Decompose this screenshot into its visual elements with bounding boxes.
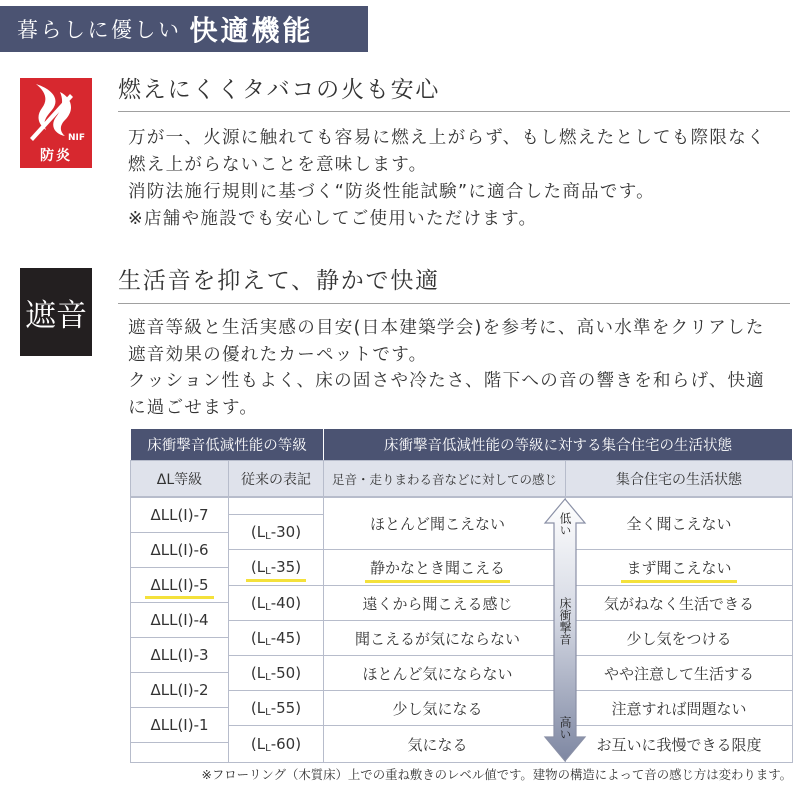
section-banner: [0, 6, 368, 52]
table-group-header-text: 床衝撃音低減性能の等級に対する集合住宅の生活状態: [384, 438, 732, 454]
legacy-prefix: (L: [250, 558, 266, 576]
living-condition-text: 注意すれば問題ない: [611, 699, 747, 718]
flame-mark-text: NIF: [68, 133, 86, 143]
feeling-text: 遠くから聞こえる感じ: [362, 594, 513, 613]
grade-label: ΔLL(I)-3: [150, 646, 209, 664]
fire-retardant-mark-icon: [20, 78, 92, 146]
feature-heading-sound: 生活音を抑えて、静かで快適: [118, 268, 440, 294]
legacy-suffix: -40): [270, 593, 302, 612]
grade-label: ΔLL(I)-7: [150, 506, 209, 524]
legacy-prefix: (L: [250, 628, 266, 647]
description-line: 遮音等級と生活実感の目安(日本建築学会)を参考に、高い水準をクリアした: [128, 318, 765, 338]
legacy-suffix: -60): [270, 734, 302, 753]
impact-sound-scale-arrow-icon: [130, 428, 793, 763]
legacy-suffix: -30): [270, 522, 302, 541]
grade-label: ΔLL(I)-6: [150, 541, 209, 559]
feature-description-fire: [128, 125, 792, 233]
legacy-prefix: (L: [250, 698, 266, 717]
legacy-suffix: -50): [270, 663, 302, 682]
living-condition-text: お互いに我慢できる限度: [596, 735, 762, 754]
legacy-suffix: -45): [270, 628, 302, 647]
grade-label: ΔLL(I)-1: [150, 716, 209, 734]
scale-label-low: 低い: [558, 512, 572, 536]
feeling-text: 聞こえるが気にならない: [354, 629, 520, 648]
living-condition-text: 少し気をつける: [626, 629, 732, 648]
feature-heading-fire: 燃えにくくタバコの火も安心: [118, 77, 441, 103]
description-line: 消防法施行規則に基づく“防炎性能試験”に適合した商品です。: [128, 182, 655, 202]
banner-title: 快適機能: [189, 14, 314, 47]
grade-label: ΔLL(I)-4: [150, 611, 209, 629]
legacy-suffix: -55): [270, 698, 302, 717]
heading-divider: [118, 111, 790, 112]
sound-level-table: [130, 428, 793, 763]
legacy-prefix: (L: [250, 593, 266, 612]
legacy-subscript: L: [265, 601, 271, 613]
description-line: に過ごせます。: [128, 398, 259, 419]
column-header-text: 集合住宅の生活状態: [616, 471, 742, 488]
legacy-subscript: L: [265, 530, 271, 542]
living-condition-text: 気がねなく生活できる: [603, 594, 754, 613]
living-condition-text: まず聞こえない: [621, 557, 736, 583]
feature-description-sound: [128, 315, 792, 422]
legacy-prefix: (L: [250, 522, 266, 541]
sound-insulation-badge: [20, 268, 92, 356]
grade-label: ΔLL(I)-2: [150, 681, 209, 699]
sound-insulation-label: 遮音: [25, 297, 87, 334]
legacy-subscript: L: [265, 706, 271, 718]
banner-lead: 暮らしに優しい: [17, 18, 182, 42]
heading-divider: [118, 303, 790, 304]
legacy-subscript: L: [265, 742, 271, 754]
table-group-header-text: 床衝撃音低減性能の等級: [147, 438, 307, 454]
feeling-text: 静かなとき聞こえる: [365, 557, 510, 583]
feeling-text: 少し気になる: [392, 699, 483, 718]
living-condition-text: やや注意して生活する: [603, 664, 754, 683]
description-line: 万が一、火源に触れても容易に燃え上がらず、もし燃えたとしても際限なく: [128, 128, 766, 148]
living-condition-text: 全く聞こえない: [626, 515, 732, 533]
scale-label-high: 高い: [558, 716, 572, 740]
feeling-text: ほとんど聞こえない: [369, 515, 505, 533]
description-line: クッション性もよく、床の固さや冷たさ、階下への音の響きを和らげ、快適: [128, 371, 766, 392]
legacy-prefix: (L: [250, 663, 266, 682]
fire-retardant-badge: [20, 78, 92, 168]
column-header-text: ΔL等級: [156, 471, 203, 488]
legacy-subscript: L: [265, 636, 271, 648]
feeling-text: 気になる: [407, 735, 468, 754]
legacy-subscript: L: [265, 671, 271, 683]
grade-label: ΔLL(I)-5: [145, 576, 213, 599]
fire-retardant-label: 防炎: [40, 148, 72, 164]
column-header-text: 足音・走りまわる音などに対しての感じ: [331, 471, 557, 487]
description-line: ※店舗や施設でも安心してご使用いただけます。: [128, 209, 538, 229]
description-line: 燃え上がらないことを意味します。: [128, 155, 428, 175]
legacy-suffix: -35): [270, 558, 302, 576]
scale-label-title: 床衝撃音: [558, 597, 572, 645]
table-footnote: ※フローリング（木質床）上での重ね敷きのレベル値です。建物の構造によって音の感じ方は変わります。: [201, 767, 792, 782]
column-header-text: 従来の表記: [241, 471, 311, 488]
legacy-subscript: L: [265, 566, 271, 577]
description-line: 遮音効果の優れたカーペットです。: [128, 344, 428, 365]
feeling-text: ほとんど気にならない: [362, 664, 513, 683]
legacy-prefix: (L: [250, 734, 266, 753]
